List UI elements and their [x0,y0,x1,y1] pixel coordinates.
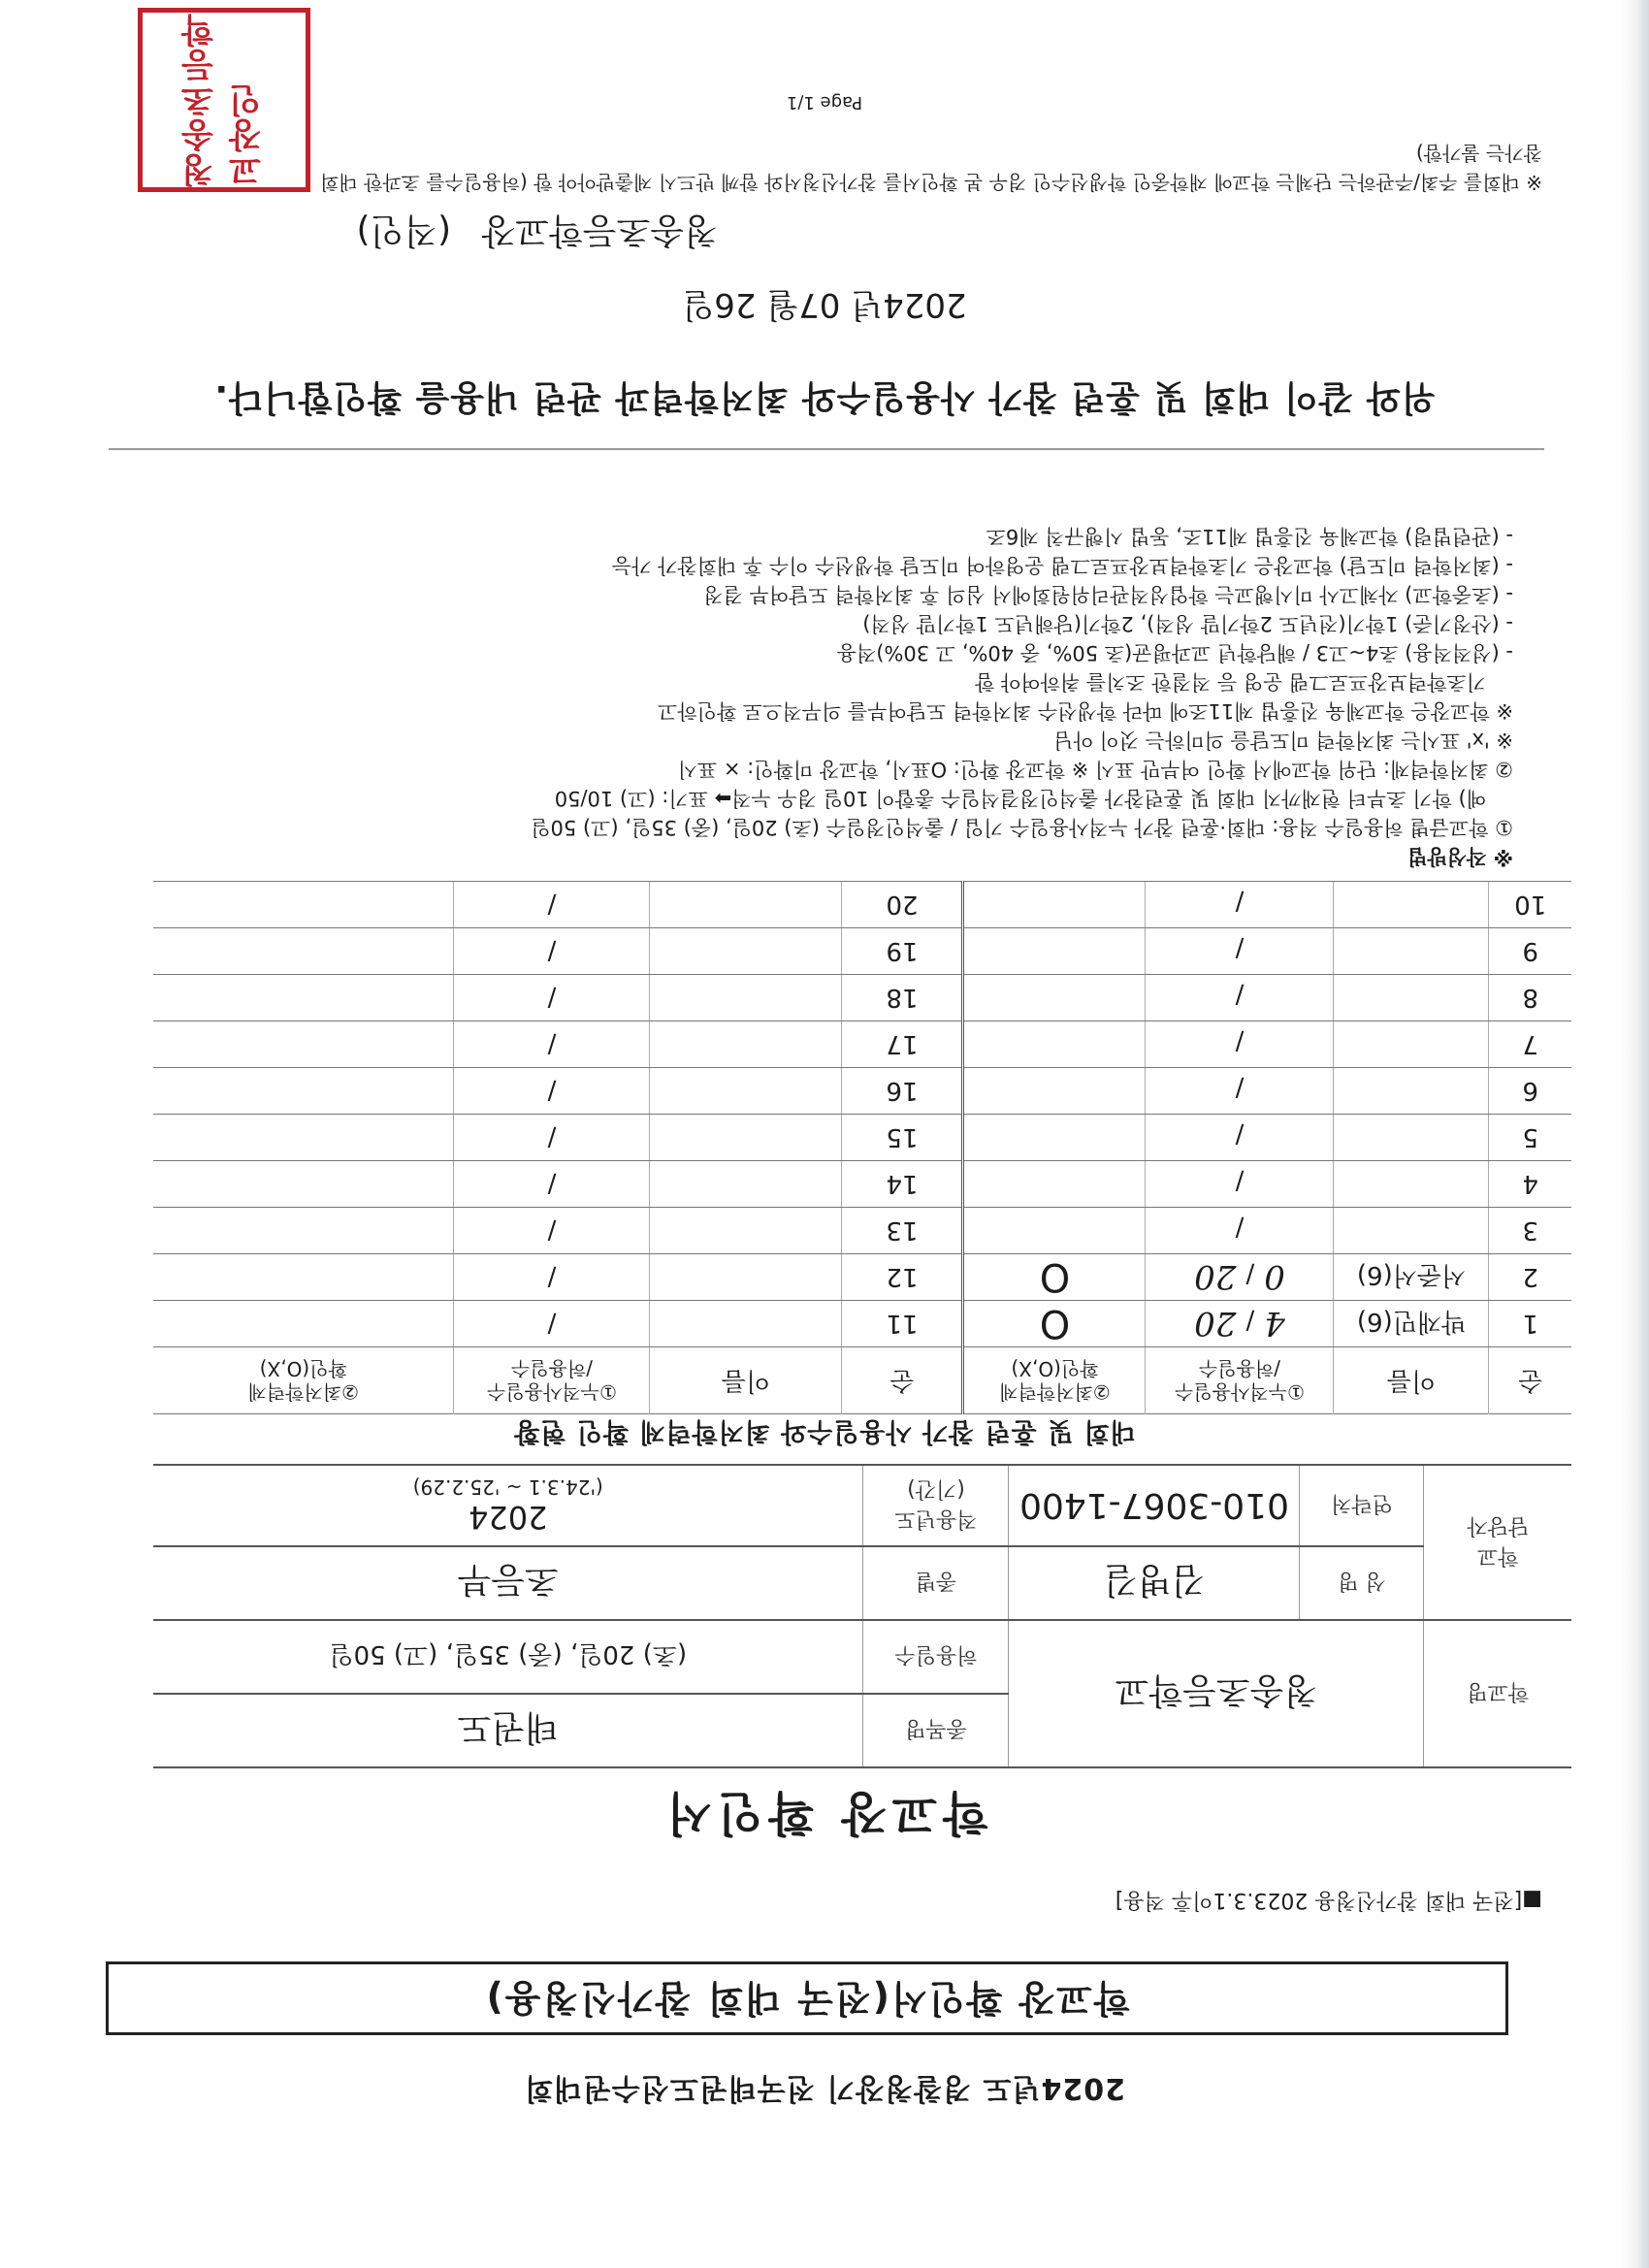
table-row [153,1161,1571,1208]
roster-days: / [454,1115,650,1161]
roster-days [1146,1161,1334,1208]
slash: / [1235,887,1245,917]
level-label: 종별 [863,1546,1009,1620]
slash: / [1235,1166,1245,1196]
slash: / [1235,1073,1245,1103]
roster-name [650,1208,842,1254]
school-name-label: 학교명 [1424,1620,1571,1767]
roster-days [1146,1068,1334,1115]
roster-days: / [454,1068,650,1115]
level-value: 초등부 [153,1546,863,1620]
slash: / [1235,1119,1245,1150]
roster-grade-check: O [963,1301,1146,1347]
roster-grade-check [963,1021,1146,1068]
roster-grade-check [963,975,1146,1021]
instruction-line: ② 최저학력제: 단위 학교에서 확인 여부만 표시 ※ 학교장 확인: O표시, 학교장 미확인: × 표시 [677,758,1513,781]
slash: / [1235,1213,1245,1243]
roster-grade-check [963,928,1146,975]
slash: / [1235,980,1245,1010]
roster-no: 13 [842,1208,963,1254]
sport-value: 태권도 [153,1694,863,1767]
roster-days: / [454,1161,650,1208]
roster-name [1334,1208,1489,1254]
roster-grade-check [153,1021,454,1068]
roster-days [1146,975,1334,1021]
roster-grade-check [153,1068,454,1115]
roster-name [650,1161,842,1208]
used-days: 0 [1264,1257,1285,1297]
roster-days [1146,1254,1334,1301]
roster-grade-check [153,1161,454,1208]
roster-days: / [454,1021,650,1068]
roster-no: 12 [842,1254,963,1301]
year-label: 적용년도 (기간) [863,1465,1009,1546]
roster-no: 5 [1489,1115,1571,1161]
slash: / [1245,1259,1255,1289]
roster-grade-check [963,1161,1146,1208]
table-row [153,1254,1571,1301]
roster-days: / [454,1254,650,1301]
form-title: 학교장 확인서(전국 대회 참가신청용) [106,1961,1508,2035]
principal-name: 청송초등학교장 [481,211,718,250]
instruction-line: ※ 학교장은 학교체육 진흥법 제11조에 따라 학생선수 최저학력 도달여부를 의무적으로 확인하고 [658,699,1513,723]
roster-no: 11 [842,1301,963,1347]
roster-grade-check [963,882,1146,928]
instruction-line: ※ 'x' 표시는 최저학력 미도달을 의미하는 것이 아님 [1053,729,1513,752]
divider [109,448,1544,450]
header-days: ①누적사용일수 /허용일수 [1146,1347,1334,1414]
roster-no: 17 [842,1021,963,1068]
contact-label: 연락처 [1300,1465,1424,1546]
roster-name [650,1021,842,1068]
confirmation-statement: 위와 같이 대회 및 훈련 참가 사용일수와 최저학력과 관련 내용을 확인합니다. [213,377,1436,417]
slash: / [1235,1026,1245,1056]
principal-suffix: (직인) [356,211,452,250]
notice-line: ■[전국 대회 참가신청용 2023.3.1이후 적용] [1115,1888,1542,1912]
year-value: 2024 [469,1499,548,1536]
principal-signature-line [356,209,718,258]
roster-name [650,1254,842,1301]
allowed-days-value: (초) 20일, (중) 35일, (고) 50일 [153,1620,863,1694]
roster-grade-check [963,1115,1146,1161]
limit-days: 20 [1194,1257,1237,1297]
roster-no: 15 [842,1115,963,1161]
table-row [153,1115,1571,1161]
instructions [97,522,1513,871]
header-name: 이름 [650,1347,842,1414]
instruction-line: - (초중학교) 자체고사 미시행교는 학업성적관리위원회에서 심의 후 최저학력 도달여부 결정 [703,583,1513,606]
roster-name [650,1301,842,1347]
roster-no: 19 [842,928,963,975]
instruction-line: ※ 작성방법 [1407,845,1513,868]
instruction-line: ① 학교급별 허용일수 적용: 대회·훈련 참가 누적사용일수 기입 / 출석인정일수 (초) 20일, (중) 35일, (고) 50일 [531,816,1513,839]
roster-days [1146,1021,1334,1068]
roster-grade-check [963,1068,1146,1115]
header-grade-check: ②최저학력제 확인(O,X) [963,1347,1146,1414]
competition-title: 2024년도 경찰청장기 전국태권도선수권대회 [523,2071,1126,2105]
table-row [153,928,1571,975]
header-grade-check: ②최저학력제 확인(O,X) [153,1347,454,1414]
roster-name [1334,975,1489,1021]
roster-no: 8 [1489,975,1571,1021]
used-days: 4 [1264,1304,1285,1344]
sport-label: 종목명 [863,1694,1009,1767]
roster-no: 18 [842,975,963,1021]
roster-no: 1 [1489,1301,1571,1347]
issue-date: 2024년 07월 26일 [682,285,967,324]
roster-grade-check [153,882,454,928]
confirm-heading: 학교장 확인서 [661,1786,988,1840]
instruction-line: - (관련법령) 학교체육 진흥법 제11조, 동법 시행규칙 제6조 [986,525,1513,548]
roster-name [650,882,842,928]
roster-days [1146,1115,1334,1161]
header-days: ①누적사용일수 /허용일수 [454,1347,650,1414]
instruction-line: 기초학력보장프로그램 운영 등 적절한 조치를 취하여야 함 [975,670,1486,694]
roster-name [1334,1115,1489,1161]
roster-grade-check [153,1115,454,1161]
manager-name-value: 김병길 [1009,1546,1300,1620]
roster-no: 20 [842,882,963,928]
roster-no: 9 [1489,928,1571,975]
roster-grade-check [153,928,454,975]
roster-grade-check [153,1301,454,1347]
roster-name [650,975,842,1021]
roster-no: 3 [1489,1208,1571,1254]
roster-name [650,928,842,975]
limit-days: 20 [1194,1304,1237,1344]
year-range: ('24.3.1 ~ '25.2.29) [412,1475,603,1499]
roster-no: 6 [1489,1068,1571,1115]
instruction-line: - (최저학력 미도달) 학교장은 기초학력보장프로그램 운영하여 미도달 학생선수 이수 후 대회참가 가능 [611,554,1513,577]
roster-name [1334,882,1489,928]
roster-days: / [454,882,650,928]
contact-value: 010-3067-1400 [1009,1465,1300,1546]
roster-no: 2 [1489,1254,1571,1301]
roster-grade-check [963,1208,1146,1254]
roster-no: 14 [842,1161,963,1208]
table-row [153,882,1571,928]
header-no: 순 [842,1347,963,1414]
roster-days: / [454,928,650,975]
table-row [153,1208,1571,1254]
roster-name [1334,1068,1489,1115]
header-no: 순 [1489,1347,1571,1414]
roster-days [1146,882,1334,928]
roster-name: 박재민(6) [1334,1301,1489,1347]
roster-name [1334,1021,1489,1068]
roster-days [1146,1208,1334,1254]
roster-no: 16 [842,1068,963,1115]
roster-grade-check [153,1208,454,1254]
instruction-line: - (산정기준) 1학기(전년도 2학기말 성적), 2학기(당해년도 1학기말 성적) [862,612,1513,635]
roster-days: / [454,975,650,1021]
roster-name [650,1068,842,1115]
roster-days [1146,928,1334,975]
table-row [153,975,1571,1021]
roster-grade-check: O [963,1254,1146,1301]
roster-no: 10 [1489,882,1571,928]
roster-name [1334,1161,1489,1208]
roster-section-title: 대회 및 훈련 참가 사용일수와 최저학력제 확인 현황 [513,1416,1136,1446]
table-row [153,1068,1571,1115]
roster-grade-check [153,1254,454,1301]
roster-grade-check [153,975,454,1021]
school-info-table [153,1464,1571,1768]
roster-days: / [454,1301,650,1347]
roster-days [1146,1301,1334,1347]
roster-days: / [454,1208,650,1254]
page-number: Page 1/1 [786,92,863,113]
table-row [153,1021,1571,1068]
seal-text: 청송초등학교장인 [181,13,268,187]
roster-no: 4 [1489,1161,1571,1208]
allowed-days-label: 허용일수 [863,1620,1009,1694]
slash: / [1235,933,1245,963]
roster-no: 7 [1489,1021,1571,1068]
roster-name [1334,928,1489,975]
header-name: 이름 [1334,1347,1489,1414]
school-name-value: 청송초등학교 [1009,1620,1424,1767]
roster-name: 서준서(6) [1334,1254,1489,1301]
athlete-roster-table [153,881,1571,1414]
slash: / [1245,1306,1255,1336]
manager-name-label: 성 명 [1300,1546,1424,1620]
roster-name [650,1115,842,1161]
instruction-line: - (성적적용) 초4~고3 / 해당학년 교과평균(초 50%, 중 40%, 고 30%)적용 [836,641,1513,664]
footer-note: ※ 대회를 주최/주관하는 단체는 학교에 재학중인 학생선수인 경우 본 확인서를 참가신청서와 함께 반드시 제출받아야 함 (허용일수를 초과한 대회 참가는 불가함) [320,142,1542,194]
instruction-line: 예) 학기 초부터 현재까지 대회 및 훈련참가 출석인정결석일수 총합이 10일 경우 누적➡ 표기: (고) 10/50 [554,787,1486,810]
table-row [153,1301,1571,1347]
year-cell [153,1465,863,1546]
manager-label: 학교 담당자 [1424,1465,1571,1620]
